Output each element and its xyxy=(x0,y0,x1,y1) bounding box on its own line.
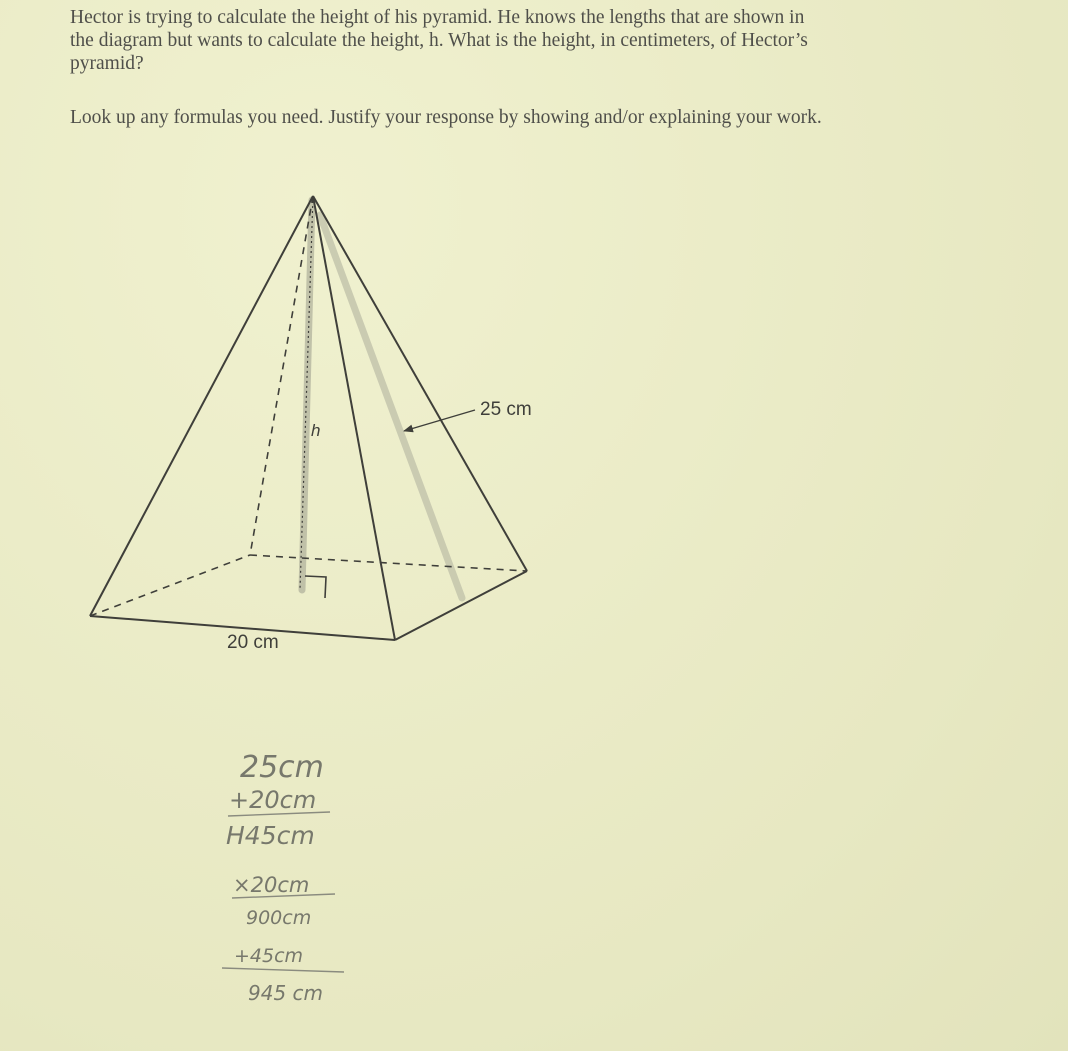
work-line-4: ×20cm xyxy=(233,873,310,897)
slant-height-label: 25 cm xyxy=(480,399,532,420)
question-line-3: pyramid? xyxy=(70,53,144,74)
instructions: Look up any formulas you need. Justify your response by showing and/or explaining your work. xyxy=(70,107,822,128)
student-work xyxy=(222,750,344,1005)
pencil-height-mark xyxy=(302,200,312,590)
work-line-1: 25cm xyxy=(240,750,324,785)
height-label: h xyxy=(311,421,321,440)
work-line-7: 945 cm xyxy=(248,981,324,1005)
work-line-2: +20cm xyxy=(229,786,317,814)
work-rule-3 xyxy=(222,968,344,972)
work-line-3: H45cm xyxy=(226,821,315,850)
work-line-6: +45cm xyxy=(234,945,304,967)
pencil-slant-mark xyxy=(320,215,462,598)
question-line-1: Hector is trying to calculate the height of his pyramid. He knows the lengths that are shown in xyxy=(70,7,805,28)
right-angle-marker xyxy=(305,576,326,598)
base-length-label: 20 cm xyxy=(227,632,279,653)
question-line-2: the diagram but wants to calculate the height, h. What is the height, in centimeters, of Hector’s xyxy=(70,30,808,51)
slant-leader-line xyxy=(404,410,475,431)
work-line-5: 900cm xyxy=(246,907,312,929)
